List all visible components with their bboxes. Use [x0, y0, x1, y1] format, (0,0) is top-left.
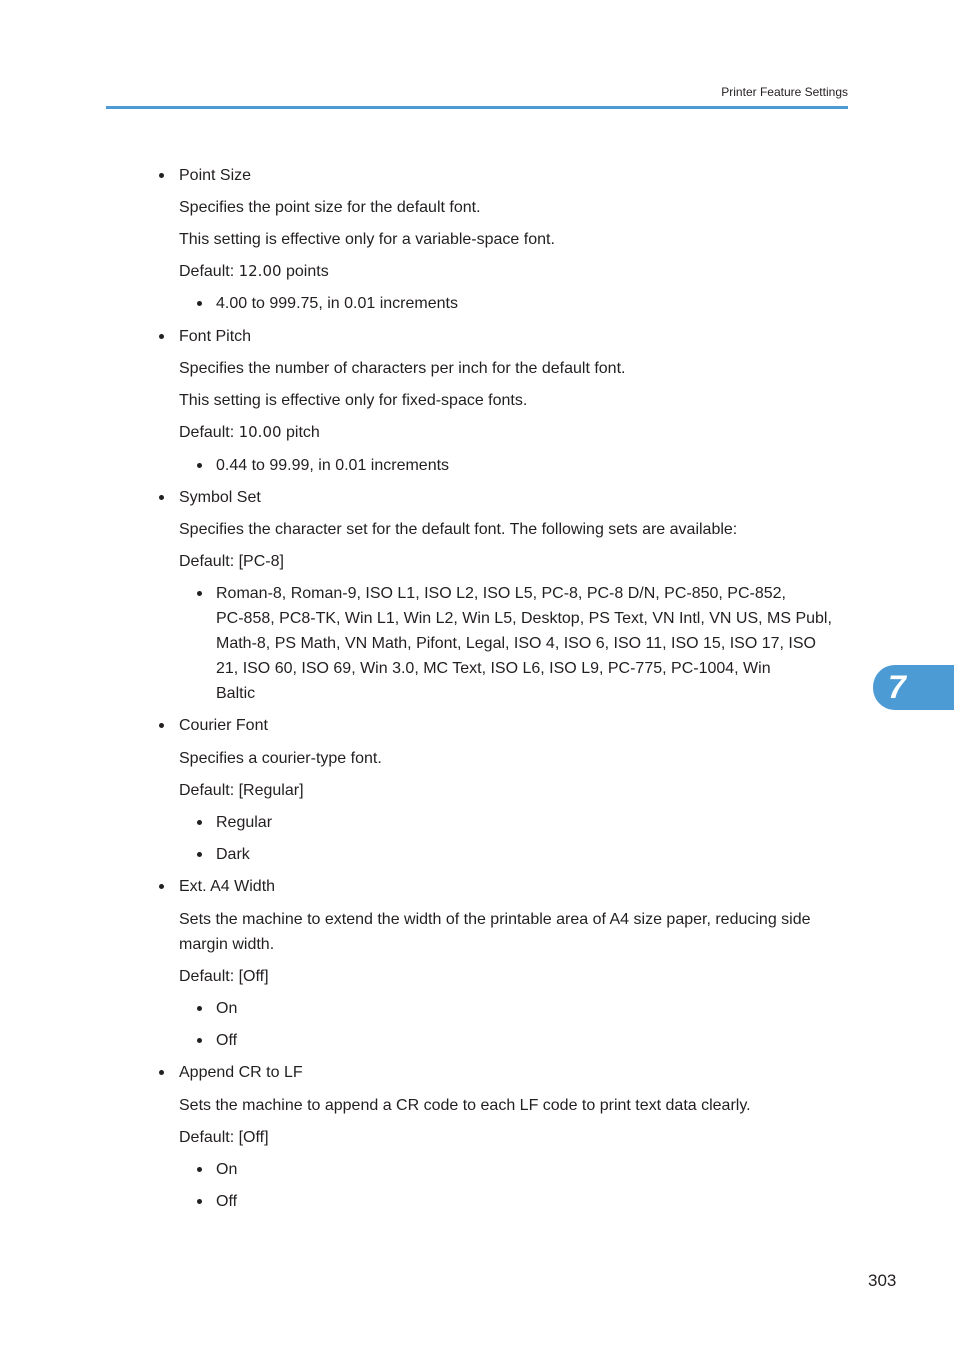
symbol-set-list-line: Baltic	[216, 685, 256, 702]
section-heading-ext-a4-width: Ext. A4 Width	[179, 878, 276, 895]
append-cr-option: On	[216, 1161, 238, 1178]
section-heading-font-pitch: Font Pitch	[179, 328, 252, 345]
font-pitch-default	[179, 420, 320, 445]
symbol-set-default: Default: [PC-8]	[179, 553, 284, 570]
courier-font-option: Dark	[216, 846, 250, 863]
bullet	[197, 1006, 202, 1011]
bullet	[197, 1167, 202, 1172]
bullet	[197, 820, 202, 825]
section-heading-append-cr: Append CR to LF	[179, 1064, 303, 1081]
ext-a4-description-line: margin width.	[179, 936, 275, 953]
bullet	[197, 463, 202, 468]
symbol-set-description: Specifies the character set for the default font. The following sets are available:	[179, 521, 738, 538]
courier-font-default: Default: [Regular]	[179, 782, 304, 799]
append-cr-option: Off	[216, 1193, 238, 1210]
page-number: 303	[868, 1271, 897, 1290]
symbol-set-list-line: Math-8, PS Math, VN Math, Pifont, Legal, ISO 4, ISO 6, ISO 11, ISO 15, ISO 17, ISO	[216, 635, 816, 652]
append-cr-description: Sets the machine to append a CR code to each LF code to print text data clearly.	[179, 1097, 751, 1114]
bullet	[197, 301, 202, 306]
default-unit: pitch	[281, 424, 320, 441]
default-value: 12.00	[238, 262, 282, 280]
bullet	[197, 852, 202, 857]
point-size-note: This setting is effective only for a variable-space font.	[179, 231, 555, 248]
bullet	[197, 1199, 202, 1204]
bullet	[159, 723, 164, 728]
font-pitch-note: This setting is effective only for fixed-space fonts.	[179, 392, 528, 409]
point-size-description: Specifies the point size for the default font.	[179, 199, 481, 216]
chapter-tab	[873, 665, 954, 710]
bullet	[197, 1038, 202, 1043]
symbol-set-list-line: PC-858, PC8-TK, Win L1, Win L2, Win L5, Desktop, PS Text, VN Intl, VN US, MS Publ,	[216, 610, 832, 627]
default-label: Default:	[179, 424, 239, 441]
chapter-number: 7	[888, 669, 906, 705]
ext-a4-option: Off	[216, 1032, 238, 1049]
ext-a4-option: On	[216, 1000, 238, 1017]
section-heading-symbol-set: Symbol Set	[179, 489, 261, 506]
point-size-range: 4.00 to 999.75, in 0.01 increments	[216, 295, 458, 312]
ext-a4-default: Default: [Off]	[179, 968, 269, 985]
bullet	[159, 884, 164, 889]
default-label: Default:	[179, 263, 239, 280]
default-value: 10.00	[238, 423, 282, 441]
symbol-set-list-line: 21, ISO 60, ISO 69, Win 3.0, MC Text, ISO L6, ISO L9, PC-775, PC-1004, Win	[216, 660, 771, 677]
bullet	[159, 334, 164, 339]
section-heading-point-size: Point Size	[179, 167, 252, 184]
bullet	[197, 591, 202, 596]
courier-font-description: Specifies a courier-type font.	[179, 750, 382, 767]
default-unit: points	[281, 263, 329, 280]
font-pitch-description: Specifies the number of characters per inch for the default font.	[179, 360, 626, 377]
courier-font-option: Regular	[216, 814, 273, 831]
header-title: Printer Feature Settings	[721, 85, 848, 99]
header-rule	[106, 106, 848, 109]
append-cr-default: Default: [Off]	[179, 1129, 269, 1146]
bullet	[159, 495, 164, 500]
font-pitch-range: 0.44 to 99.99, in 0.01 increments	[216, 457, 450, 474]
symbol-set-list-line: Roman-8, Roman-9, ISO L1, ISO L2, ISO L5, PC-8, PC-8 D/N, PC-850, PC-852,	[216, 585, 786, 602]
bullet	[159, 173, 164, 178]
section-heading-courier-font: Courier Font	[179, 717, 268, 734]
ext-a4-description-line: Sets the machine to extend the width of the printable area of A4 size paper, reducing side	[179, 911, 811, 928]
point-size-default	[179, 259, 329, 284]
bullet	[159, 1070, 164, 1075]
